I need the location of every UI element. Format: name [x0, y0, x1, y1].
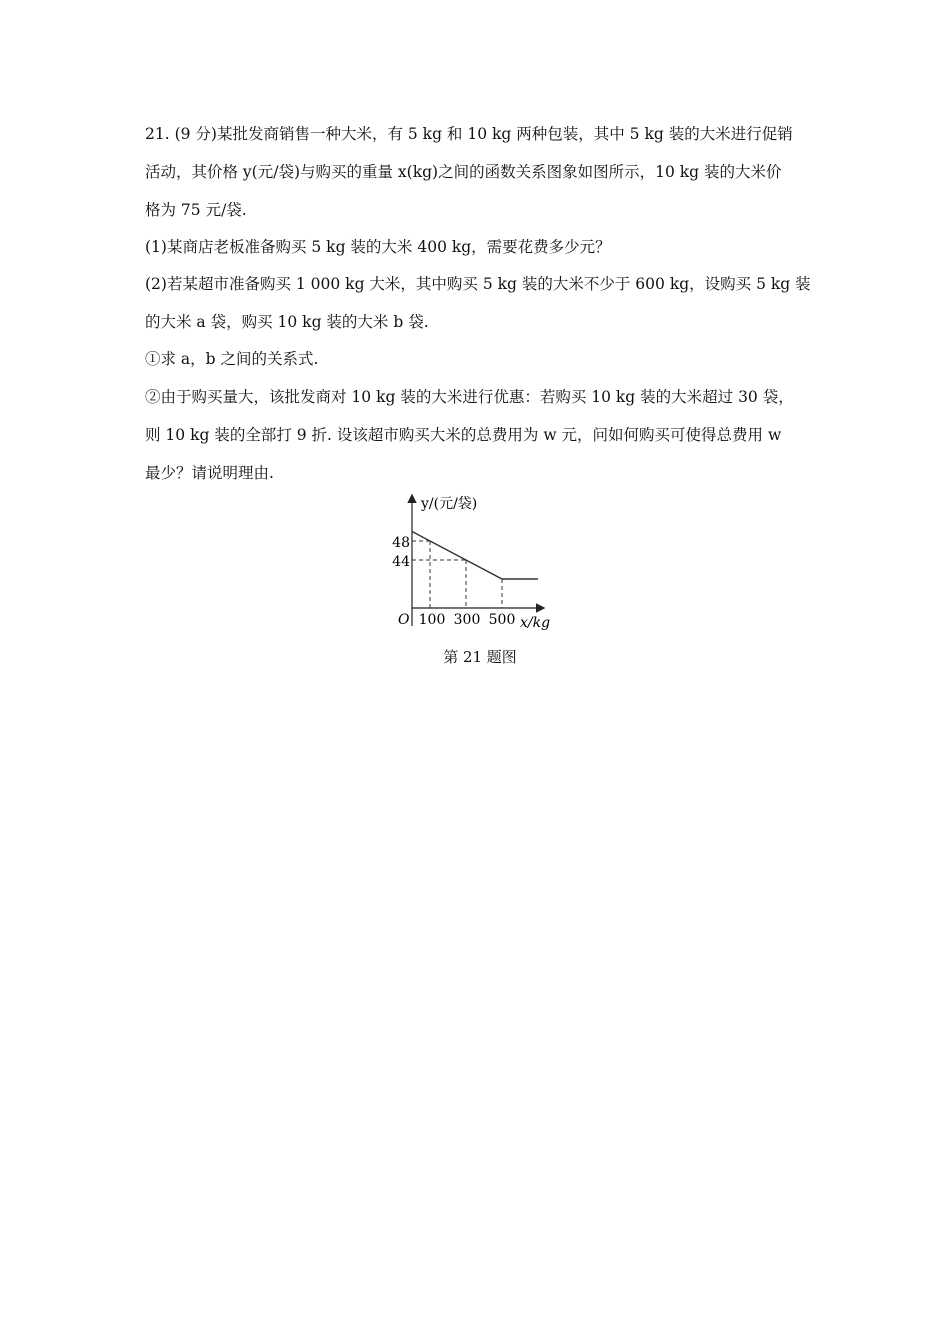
y-tick-label-48: 48	[392, 535, 410, 551]
y-axis-label: y/(元/袋)	[421, 496, 478, 512]
question-1	[145, 228, 810, 266]
price-function-graph	[392, 488, 565, 636]
x-axis-label: x/kg	[520, 615, 551, 631]
intro-line: 格为 75 元/袋.	[145, 201, 247, 219]
question-1-text: (1)某商店老板准备购买 5 kg 装的大米 400 kg，需要花费多少元？	[145, 238, 611, 256]
guide-lines	[412, 541, 502, 608]
intro-line: 活动，其价格 y(元/袋)与购买的重量 x(kg)之间的函数关系图象如图所示，10 kg 装的大米价	[145, 163, 782, 181]
function-curve	[412, 532, 538, 580]
origin-label: O	[398, 612, 410, 628]
question-2-part-2-line: 最少？请说明理由.	[145, 464, 274, 482]
question-2-part-2-line: ②由于购买量大，该批发商对 10 kg 装的大米进行优惠：若购买 10 kg 装的大米超过 30 袋，	[145, 388, 794, 406]
question-2-part-2-line: 则 10 kg 装的全部打 9 折. 设该超市购买大米的总费用为 w 元，问如何购买可使得总费用 w	[145, 426, 782, 444]
question-2-part-2	[145, 378, 810, 492]
x-tick-label-500: 500	[488, 612, 516, 628]
question-2-part-1	[145, 340, 810, 378]
figure-caption: 第 21 题图	[443, 648, 517, 666]
intro-line: 21. (9 分)某批发商销售一种大米，有 5 kg 和 10 kg 两种包装，其中 5 kg 装的大米进行促销	[145, 125, 793, 143]
problem-intro	[145, 115, 810, 229]
question-2-line: 的大米 a 袋，购买 10 kg 装的大米 b 袋.	[145, 313, 429, 331]
y-tick-label-44: 44	[392, 554, 410, 570]
x-tick-label-100: 100	[418, 612, 446, 628]
x-tick-label-300: 300	[453, 612, 481, 628]
question-2	[145, 265, 810, 341]
question-2-part-1-text: ①求 a，b 之间的关系式.	[145, 350, 319, 368]
question-2-line: (2)若某超市准备购买 1 000 kg 大米，其中购买 5 kg 装的大米不少于 600 kg，设购买 5 kg 装	[145, 275, 811, 293]
